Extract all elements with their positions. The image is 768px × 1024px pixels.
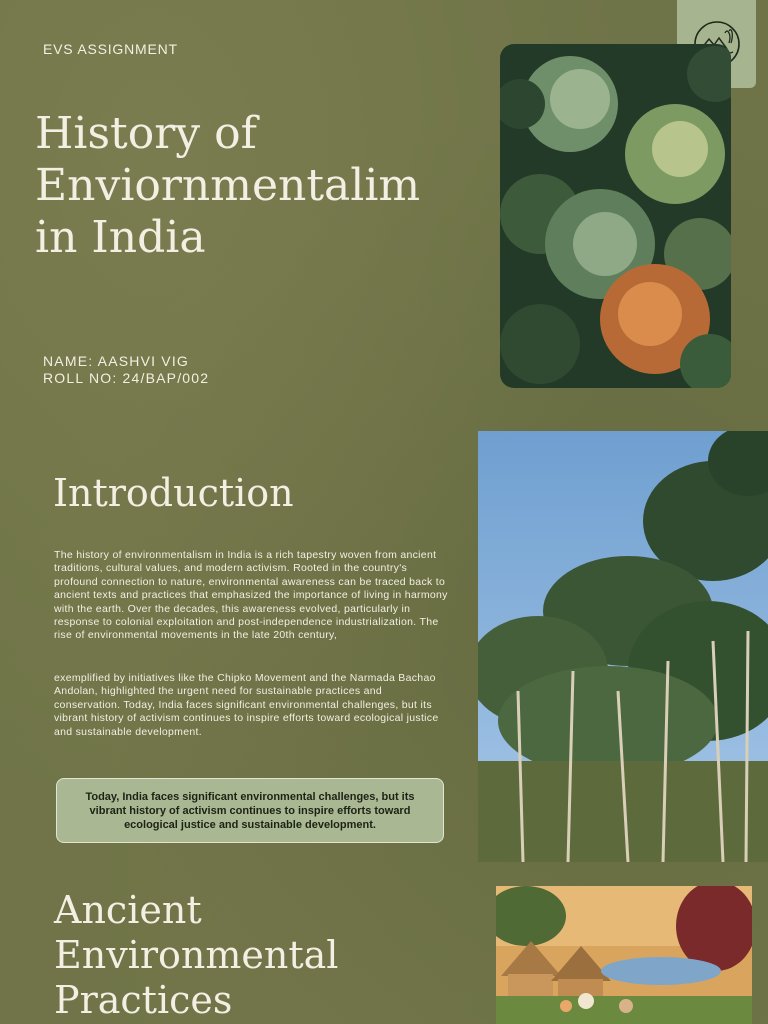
title-line-2: Enviornmentalim <box>35 160 421 211</box>
student-name: NAME: AASHVI VIG <box>43 353 190 369</box>
aerial-forest-photo <box>500 44 731 388</box>
student-roll: ROLL NO: 24/BAP/002 <box>43 370 210 386</box>
intro-paragraph-1: The history of environmentalism in India is a rich tapestry woven from ancient traditions, cultural values, and modern activism. Rooted in the country's profound connection to nature, environmental awareness can be traced back to ancient texts and practices that emphasized the importance of living in harmony with the earth. Over the decades, this awareness evolved, particularly in response to colonial exploitation and post-independence industrialization. The rise of environmental movements in the late 20th century, <box>54 549 448 642</box>
ancient-heading-line-3: Practices <box>54 978 233 1022</box>
introduction-heading: Introduction <box>53 471 294 515</box>
ancient-heading-line-2: Environmental <box>54 933 339 977</box>
tree-canopy-photo <box>478 431 768 862</box>
callout-text: Today, India faces significant environmental challenges, but its vibrant history of activism continues to inspire efforts toward ecological justice and sustainable development. <box>85 790 415 831</box>
assignment-kicker: EVS ASSIGNMENT <box>43 41 178 57</box>
title-line-3: in India <box>35 212 206 263</box>
student-info <box>43 353 209 387</box>
title-line-1: History of <box>35 108 257 159</box>
intro-paragraph-2: exemplified by initiatives like the Chipko Movement and the Narmada Bachao Andolan, highlighted the urgent need for sustainable practices and conservation. Today, India faces significant environmental challenges, but its vibrant history of activism continues to inspire efforts toward ecological justice and sustainable development. <box>54 672 439 738</box>
ancient-practices-heading <box>54 888 434 1023</box>
page-title <box>35 108 485 264</box>
callout-box <box>56 778 444 843</box>
ancient-painting <box>496 886 752 1024</box>
ancient-heading-line-1: Ancient <box>54 888 202 932</box>
